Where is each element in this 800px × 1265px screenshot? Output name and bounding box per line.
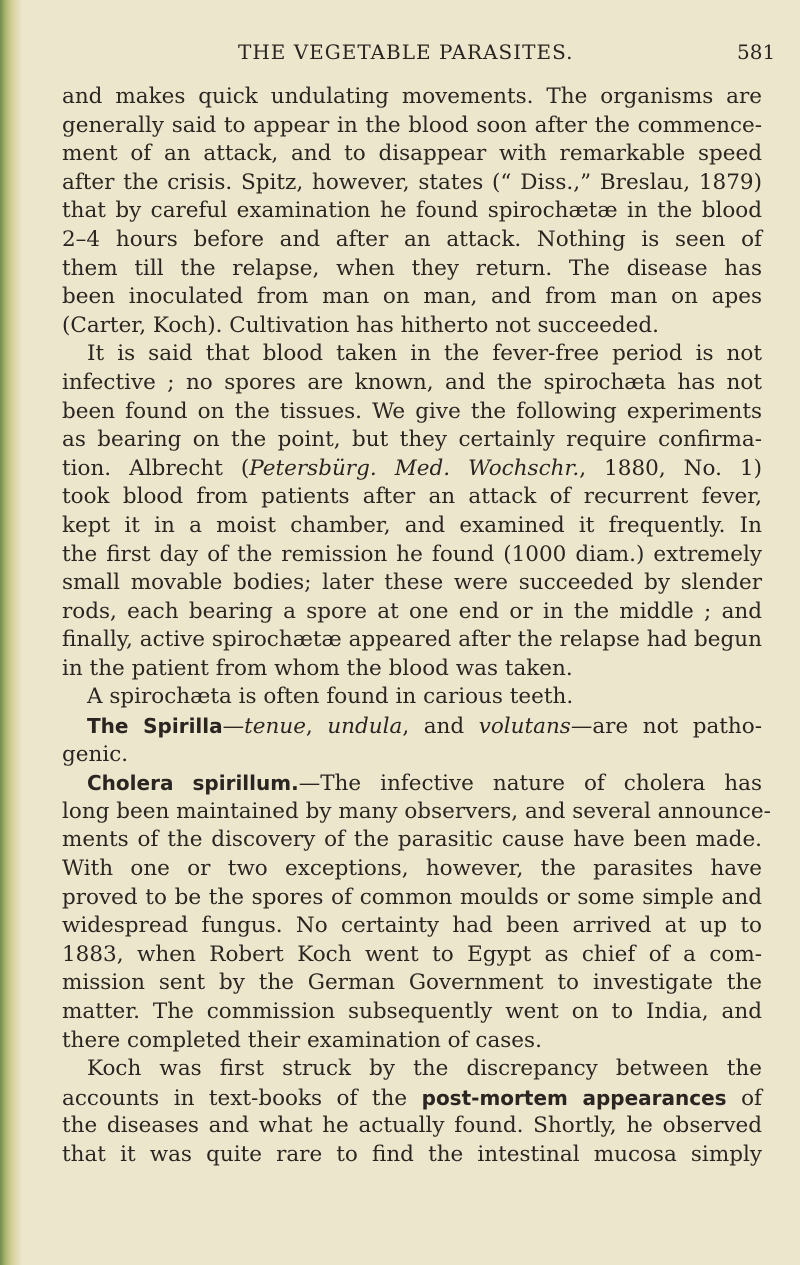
text-line: ment of an attack, and to disappear with remarkable speed: [62, 141, 762, 167]
text-line: that by careful examination he found spirochætæ in the blood: [62, 198, 762, 224]
text-line: A spirochæta is often found in carious teeth.: [87, 684, 574, 710]
text-line: them till the relapse, when they return. The disease has: [62, 255, 762, 281]
text-run: —The infective nature of cholera has: [298, 771, 762, 797]
text-line: that it was quite rare to find the intestinal mucosa simply: [62, 1141, 762, 1167]
running-title: THE VEGETABLE PARASITES.: [238, 40, 574, 64]
text-line: long been maintained by many observers, and several announce-: [62, 798, 771, 824]
text-line: finally, active spirochætæ appeared after the relapse had begun: [62, 627, 762, 653]
text-line: matter. The commission subsequently went on to India, and: [62, 999, 762, 1024]
emphasis-post-mortem: post-mortem appearances: [421, 1085, 727, 1110]
text-run: —are not patho-: [570, 714, 762, 740]
text-line: widespread fungus. No certainty had been arrived at up to: [62, 913, 762, 939]
section-heading-cholera: Cholera spirillum.: [87, 771, 299, 796]
text-line: 2–4 hours before and after an attack. Nothing is seen of: [62, 226, 762, 252]
text-line: (Carter, Koch). Cultivation has hitherto not succeeded.: [62, 312, 659, 338]
text-line: [62, 1084, 762, 1113]
text-line: been found on the tissues. We give the following experiments: [62, 398, 762, 424]
text-run: ,: [305, 714, 328, 740]
text-line: Koch was first struck by the discrepancy between the: [87, 1056, 762, 1082]
running-head: [0, 40, 800, 70]
text-line: small movable bodies; later these were succeeded by slender: [62, 570, 762, 596]
text-line: genic.: [62, 741, 129, 767]
text-line: 1883, when Robert Koch went to Egypt as chief of a com-: [62, 941, 762, 967]
journal-citation: Petersbürg. Med. Wochschr.: [249, 455, 580, 481]
text-line: [62, 712, 762, 741]
text-line: been inoculated from man on man, and from man on apes: [62, 284, 762, 310]
text-line: proved to be the spores of common moulds or some simple and: [62, 884, 762, 910]
text-line: infective ; no spores are known, and the spirochæta has not: [62, 369, 762, 395]
text-line: in the patient from whom the blood was taken.: [62, 655, 573, 681]
text-line: there completed their examination of cases.: [62, 1027, 542, 1053]
text-line: and makes quick undulating movements. The organisms are: [62, 84, 762, 109]
text-line: after the crisis. Spitz, however, states (“ Diss.,” Breslau, 1879): [62, 169, 762, 195]
text-line: rods, each bearing a spore at one end or in the middle ; and: [62, 598, 762, 624]
text-line: the diseases and what he actually found. Shortly, he observed: [62, 1113, 762, 1139]
body-text: [62, 83, 771, 1170]
text-run: of: [726, 1085, 762, 1111]
text-run: —: [222, 714, 245, 740]
text-line: [62, 455, 762, 484]
text-run: , and: [402, 714, 479, 740]
species-name: tenue: [244, 714, 306, 740]
text-line: [62, 769, 762, 798]
section-heading-spirilla: The Spirilla: [87, 714, 223, 739]
species-name: undula: [327, 714, 403, 740]
text-line: kept it in a moist chamber, and examined it frequently. In: [62, 512, 762, 538]
text-run: tion. Albrecht (: [62, 455, 250, 481]
text-line: generally said to appear in the blood soon after the commence-: [62, 112, 762, 138]
text-line: mission sent by the German Government to investigate the: [62, 970, 762, 996]
text-run: accounts in text-books of the: [62, 1085, 422, 1111]
text-line: With one or two exceptions, however, the parasites have: [62, 856, 762, 882]
text-line: took blood from patients after an attack of recurrent fever,: [62, 484, 762, 510]
text-line: It is said that blood taken in the fever-free period is not: [87, 341, 762, 367]
text-line: as bearing on the point, but they certainly require confirma-: [62, 427, 762, 453]
text-line: the first day of the remission he found (1000 diam.) extremely: [62, 541, 762, 567]
page-number: 581: [737, 40, 776, 64]
text-run: , 1880, No. 1): [579, 455, 762, 481]
text-line: ments of the discovery of the parasitic cause have been made.: [62, 827, 762, 853]
species-name: volutans: [478, 714, 571, 740]
